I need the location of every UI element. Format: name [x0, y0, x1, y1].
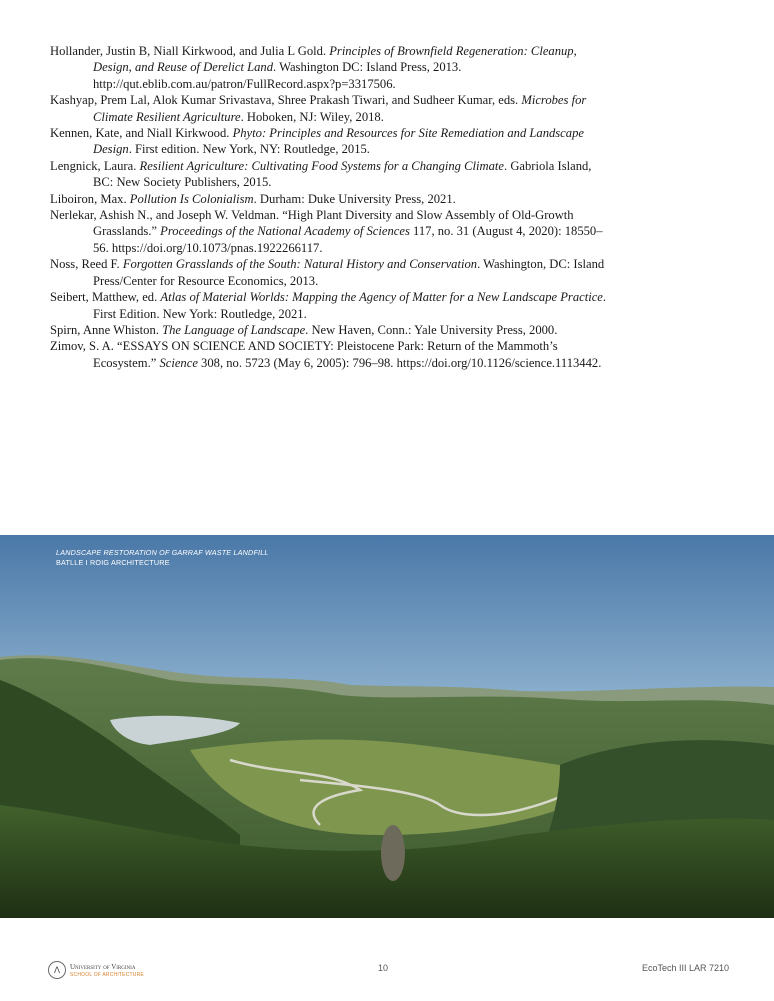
caption-title: LANDSCAPE RESTORATION OF GARRAF WASTE LANDFILL [56, 548, 269, 557]
entry-publication: 117, no. 31 (August 4, 2020): 18550–56. https://doi.org/10.1073/pnas.1922266117. [93, 224, 603, 255]
entry-title: Proceedings of the National Academy of Sciences [160, 224, 410, 239]
bibliography-entry [50, 289, 610, 322]
entry-publication: . Durham: Duke University Press, 2021. [253, 191, 456, 206]
uva-logo [48, 961, 144, 981]
entry-authors: Hollander, Justin B, Niall Kirkwood, and Julia L Gold. [50, 44, 330, 58]
photo-caption [56, 548, 269, 567]
logo-university: University of Virginia [70, 963, 136, 971]
entry-title: Principles of Brownfield Regeneration: Cleanup, Design, and Reuse of Derelict Land [93, 44, 577, 75]
entry-publication: 308, no. 5723 (May 6, 2005): 796–98. https://doi.org/10.1126/science.1113442. [197, 355, 602, 370]
entry-title: Forgotten Grasslands of the South: Natural History and Conservation [122, 257, 478, 272]
entry-authors: Liboiron, Max. [50, 191, 130, 206]
page-number: 10 [378, 963, 389, 973]
bibliography-entry [50, 125, 610, 158]
bibliography-entry [50, 338, 610, 371]
entry-title: Resilient Agriculture: Cultivating Food Systems for a Changing Climate [139, 158, 505, 173]
entry-authors: Nerlekar, Ashish N., and Joseph W. Veldman. “High Plant Diversity and Slow Assembly of Old-Growth Grasslands.” [50, 208, 574, 239]
bibliography-entry [50, 322, 610, 338]
entry-publication: . First Edition. New York: Routledge, 2021. [93, 290, 607, 321]
bibliography-entry [50, 191, 610, 207]
entry-authors: Kennen, Kate, and Niall Kirkwood. [50, 126, 233, 141]
bibliography-entry [50, 43, 610, 92]
bibliography [50, 43, 610, 371]
entry-title: The Language of Landscape [162, 322, 306, 337]
entry-authors: Lengnick, Laura. [50, 158, 140, 173]
bibliography-entry [50, 158, 610, 191]
entry-title: Microbes for Climate Resilient Agriculture [93, 93, 587, 124]
page-footer [0, 955, 774, 985]
entry-title: Phyto: Principles and Resources for Site Remediation and Landscape Design [93, 126, 584, 157]
entry-authors: Kashyap, Prem Lal, Alok Kumar Srivastava, Shree Prakash Tiwari, and Sudheer Kumar, eds. [50, 93, 522, 108]
entry-authors: Noss, Reed F. [50, 257, 123, 272]
bibliography-entry [50, 256, 610, 289]
entry-title: Science [159, 355, 198, 370]
bibliography-entry [50, 207, 610, 256]
entry-authors: Seibert, Matthew, ed. [50, 290, 161, 305]
course-label: EcoTech III LAR 7210 [641, 963, 729, 973]
entry-publication: . Washington, DC: Island Press/Center for Resource Economics, 2013. [93, 257, 605, 288]
landscape-photo [0, 535, 774, 918]
entry-publication: . First edition. New York, NY: Routledge, 2015. [128, 142, 370, 157]
rotunda-icon: Λ [48, 961, 66, 979]
entry-publication: . Hoboken, NJ: Wiley, 2018. [240, 109, 384, 124]
entry-title: Atlas of Material Worlds: Mapping the Agency of Matter for a New Landscape Practice [160, 290, 603, 305]
entry-publication: . Gabriola Island, BC: New Society Publishers, 2015. [93, 158, 592, 190]
entry-publication: . Washington DC: Island Press, 2013. http://qut.eblib.com.au/patron/FullRecord.aspx?p=3317506. [93, 60, 462, 91]
caption-credit: BATLLE I ROIG ARCHITECTURE [56, 557, 170, 567]
entry-publication: . New Haven, Conn.: Yale University Press, 2000. [305, 322, 558, 337]
entry-authors: Zimov, S. A. “ESSAYS ON SCIENCE AND SOCIETY: Pleistocene Park: Return of the Mammoth’s Ecosystem.” [50, 339, 558, 370]
entry-title: Pollution Is Colonialism [129, 191, 254, 206]
entry-authors: Spirn, Anne Whiston. [50, 322, 163, 337]
logo-school: SCHOOL OF ARCHITECTURE [70, 972, 144, 978]
bibliography-entry [50, 92, 610, 125]
